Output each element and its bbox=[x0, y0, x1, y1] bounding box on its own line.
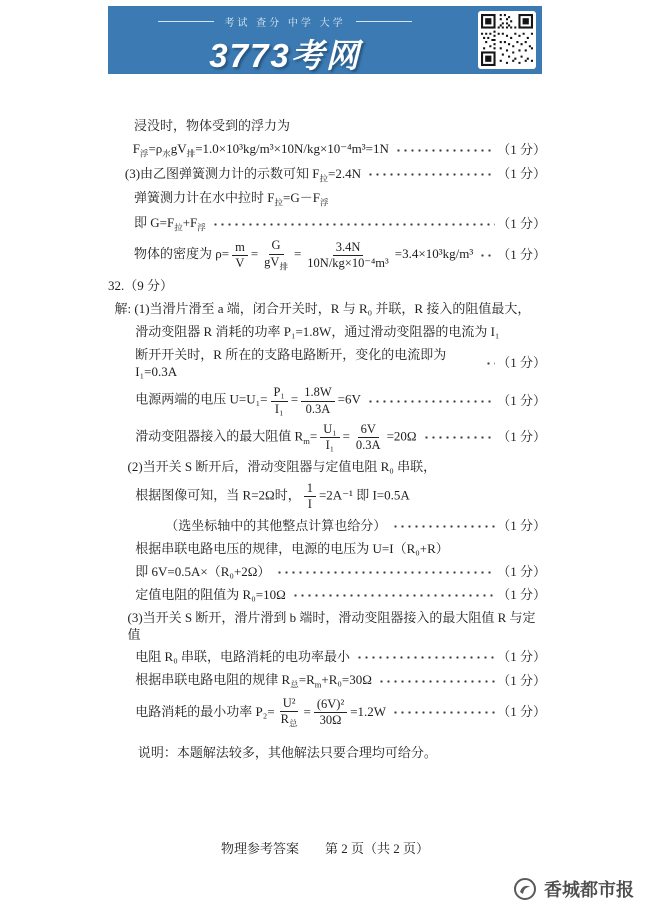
line-text bbox=[165, 518, 386, 535]
text-run: 物体的密度为 ρ= bbox=[134, 246, 230, 262]
text-run: = bbox=[293, 246, 302, 262]
line-text bbox=[135, 587, 285, 604]
text-run: 滑动变阻器接入的最大阻值 R bbox=[135, 428, 304, 444]
line-text bbox=[135, 564, 270, 581]
subscript: 排 bbox=[186, 148, 196, 159]
document-line bbox=[108, 518, 546, 535]
subscript: 排 bbox=[279, 261, 288, 272]
text-run: U₁ bbox=[323, 421, 337, 436]
text-run: 根据图像可知，当 R=2Ω时， bbox=[135, 487, 301, 503]
fraction-numerator bbox=[301, 386, 334, 401]
dot-leader bbox=[378, 678, 495, 685]
document-line bbox=[108, 541, 546, 558]
text-run: 根据串联电路电阻的规律 R bbox=[135, 672, 291, 688]
dot-leader bbox=[392, 709, 495, 716]
dot-leader bbox=[356, 654, 495, 661]
subscript: 浮 bbox=[139, 148, 149, 159]
subscript: 总 bbox=[289, 718, 298, 729]
text-run: 30Ω bbox=[319, 713, 342, 728]
text-run: (3)由乙图弹簧测力计的示数可知 F bbox=[124, 165, 320, 181]
text-run: I₁ bbox=[274, 401, 284, 416]
text-run: +R₀=30Ω bbox=[321, 672, 372, 688]
text-run: V bbox=[235, 255, 245, 270]
fraction-denominator bbox=[317, 713, 345, 727]
score-mark: （1 分） bbox=[497, 141, 546, 157]
text-run: =20Ω bbox=[386, 428, 417, 444]
dot-leader bbox=[212, 221, 495, 228]
text-run: 1.8W bbox=[304, 385, 332, 400]
text-run: =6V bbox=[337, 392, 361, 408]
line-text bbox=[135, 697, 386, 729]
document-line bbox=[108, 482, 546, 511]
text-run: = bbox=[342, 428, 350, 444]
fraction-denominator bbox=[304, 256, 391, 270]
text-run: 32.（9 分） bbox=[108, 278, 174, 293]
fraction-numerator bbox=[320, 423, 339, 438]
subscript: m bbox=[314, 679, 322, 690]
dot-leader bbox=[276, 569, 495, 576]
fraction bbox=[353, 423, 384, 452]
text-run: 说明：本题解法较多，其他解法只要合理均可给分。 bbox=[137, 744, 437, 760]
line-text bbox=[135, 324, 499, 341]
line-text bbox=[135, 423, 416, 452]
site-logo: 3773考网 bbox=[209, 37, 361, 74]
fraction-denominator bbox=[353, 438, 384, 452]
newspaper-name: 香城都市报 bbox=[544, 880, 634, 900]
text-run: (3)当开关 S 断开，滑片滑到 b 端时，滑动变阻器接入的最大阻值 R 与定值 bbox=[127, 609, 536, 642]
fraction bbox=[261, 239, 291, 271]
document-line bbox=[108, 672, 546, 691]
fraction-numerator bbox=[304, 482, 316, 497]
dot-leader bbox=[367, 171, 495, 178]
text-run: 根据串联电路电压的规律，电源的电压为 U=I（R₀+R） bbox=[135, 540, 449, 556]
dot-leader bbox=[423, 434, 496, 441]
document-line bbox=[108, 610, 546, 644]
line-text bbox=[134, 190, 328, 209]
text-run: = bbox=[290, 392, 299, 408]
score-mark: （1 分） bbox=[497, 392, 546, 408]
document-line bbox=[108, 239, 546, 271]
dot-leader bbox=[292, 592, 495, 599]
document-line bbox=[108, 215, 546, 234]
fraction-numerator bbox=[333, 241, 364, 256]
line-text bbox=[135, 386, 361, 415]
document-line bbox=[108, 347, 546, 381]
fraction-denominator bbox=[305, 497, 315, 511]
document-line bbox=[108, 118, 546, 135]
subscript: 总 bbox=[290, 679, 299, 690]
line-text bbox=[115, 301, 531, 318]
subscript: 水 bbox=[162, 148, 171, 159]
text-run: 断开开关时，R 所在的支路电路断开，变化的电流即为 I₁=0.3A bbox=[135, 346, 450, 379]
text-run: m bbox=[235, 239, 245, 254]
text-run: =2.4N bbox=[328, 165, 362, 181]
text-run: 1 bbox=[306, 480, 313, 495]
fraction-numerator bbox=[232, 241, 248, 256]
document-body bbox=[108, 118, 546, 767]
score-mark: （1 分） bbox=[497, 586, 546, 602]
score-mark: （1 分） bbox=[497, 649, 546, 665]
dot-leader bbox=[392, 523, 495, 530]
fraction-numerator bbox=[280, 697, 299, 712]
line-text bbox=[134, 118, 290, 135]
text-run: 即 6V=0.5A×（R₀+2Ω） bbox=[135, 563, 271, 579]
line-text bbox=[134, 215, 206, 234]
text-run: 弹簧测力计在水中拉时 F bbox=[134, 190, 275, 206]
fraction bbox=[314, 698, 347, 727]
fraction-denominator bbox=[323, 438, 338, 452]
text-run: (2)当开关 S 断开后，滑动变阻器与定值电阻 R₀ 串联， bbox=[127, 458, 437, 474]
banner-inner bbox=[108, 6, 462, 74]
document-line bbox=[108, 745, 546, 762]
line-text bbox=[135, 649, 350, 666]
text-run: 0.3A bbox=[305, 401, 331, 416]
tagline bbox=[108, 6, 462, 29]
newspaper-brand bbox=[513, 876, 634, 902]
page-footer: 物理参考答案 第 2 页（共 2 页） bbox=[220, 841, 429, 856]
text-run: gV bbox=[170, 140, 187, 156]
line-text bbox=[133, 141, 389, 160]
text-run: （选坐标轴中的其他整点计算也给分） bbox=[165, 518, 387, 534]
fraction bbox=[304, 241, 391, 270]
tagline-rule-right bbox=[356, 21, 412, 22]
dot-leader bbox=[395, 147, 495, 154]
fraction-numerator bbox=[358, 423, 379, 438]
qr-code bbox=[478, 11, 536, 69]
score-mark: （1 分） bbox=[497, 215, 546, 231]
subscript: 浮 bbox=[319, 197, 329, 208]
document-line bbox=[108, 386, 546, 415]
subscript: 拉 bbox=[174, 222, 183, 233]
tagline-text: 考试 查分 中学 大学 bbox=[224, 18, 346, 29]
document-line bbox=[108, 190, 546, 209]
banner bbox=[108, 6, 542, 74]
document-line bbox=[108, 564, 546, 581]
text-run: gV bbox=[264, 254, 280, 269]
subscript: 浮 bbox=[197, 222, 206, 233]
document-line bbox=[108, 324, 546, 341]
text-run: = bbox=[309, 428, 318, 444]
line-text bbox=[135, 541, 449, 558]
text-run: 10N/kg×10⁻⁴m³ bbox=[307, 255, 389, 270]
fraction bbox=[320, 423, 339, 452]
document-line bbox=[108, 423, 546, 452]
line-text bbox=[108, 278, 173, 295]
text-run: 滑动变阻器 R 消耗的功率 P₁=1.8W，通过滑动变阻器的电流为 I₁ bbox=[135, 323, 500, 339]
document-line bbox=[108, 141, 546, 160]
document-line bbox=[108, 278, 546, 295]
text-run: +F bbox=[182, 214, 198, 230]
score-mark: （1 分） bbox=[497, 563, 546, 579]
dot-leader bbox=[479, 252, 495, 259]
text-run: R bbox=[280, 712, 289, 727]
text-run: =3.4×10³kg/m³ bbox=[394, 246, 474, 262]
score-mark: （1 分） bbox=[497, 355, 546, 371]
line-text bbox=[134, 239, 473, 271]
score-mark: （1 分） bbox=[497, 704, 546, 720]
document-line bbox=[108, 166, 546, 185]
text-run: 浸没时，物体受到的浮力为 bbox=[134, 118, 291, 133]
line-text bbox=[125, 166, 361, 185]
score-mark: （1 分） bbox=[497, 673, 546, 689]
text-run: =2A⁻¹ 即 I=0.5A bbox=[318, 487, 410, 503]
tagline-rule-left bbox=[158, 21, 214, 22]
text-run: 3.4N bbox=[335, 239, 361, 254]
score-mark: （1 分） bbox=[497, 166, 546, 182]
dot-leader bbox=[367, 398, 495, 405]
dot-leader bbox=[485, 360, 495, 367]
score-mark: （1 分） bbox=[497, 246, 546, 262]
fraction bbox=[271, 386, 288, 415]
text-run: U² bbox=[282, 695, 296, 710]
text-run: =1.0×10³kg/m³×10N/kg×10⁻⁴m³=1N bbox=[195, 140, 389, 156]
text-run: F bbox=[132, 140, 140, 156]
text-run: 电源两端的电压 U=U₁= bbox=[135, 392, 268, 408]
document-line bbox=[108, 587, 546, 604]
document-line bbox=[108, 649, 546, 666]
text-run: (6V)² bbox=[316, 697, 345, 712]
document-line bbox=[108, 459, 546, 476]
text-run: = bbox=[303, 703, 311, 719]
line-text bbox=[128, 459, 437, 476]
text-run: =G－F bbox=[283, 190, 320, 206]
newspaper-logo-icon bbox=[513, 877, 537, 901]
text-run: =1.2W bbox=[350, 703, 387, 719]
text-run: =R bbox=[298, 672, 315, 688]
text-run: 0.3A bbox=[355, 437, 381, 452]
fraction bbox=[278, 697, 301, 729]
line-text bbox=[138, 745, 437, 762]
text-run: I₁ bbox=[325, 437, 335, 452]
fraction-denominator bbox=[278, 712, 301, 728]
text-run: 定值电阻的阻值为 R₀=10Ω bbox=[135, 586, 286, 602]
document-line bbox=[108, 301, 546, 318]
text-run: 6V bbox=[360, 421, 376, 436]
fraction-denominator bbox=[261, 255, 291, 271]
fraction-numerator bbox=[271, 386, 288, 401]
fraction-denominator bbox=[232, 256, 247, 270]
text-run: I bbox=[307, 496, 312, 511]
score-mark: （1 分） bbox=[497, 428, 546, 444]
fraction-numerator bbox=[314, 698, 347, 713]
line-text bbox=[135, 672, 372, 691]
text-run: =ρ bbox=[148, 140, 163, 156]
qr-pattern-icon bbox=[481, 14, 533, 66]
line-text bbox=[135, 482, 409, 511]
score-mark: （1 分） bbox=[497, 518, 546, 534]
text-run: G bbox=[271, 238, 281, 253]
subscript: 拉 bbox=[319, 173, 329, 184]
document-line bbox=[108, 697, 546, 729]
fraction bbox=[304, 482, 316, 511]
fraction-denominator bbox=[272, 402, 287, 416]
text-run: = bbox=[250, 246, 259, 262]
line-text bbox=[128, 610, 547, 644]
fraction bbox=[232, 241, 248, 270]
subscript: 拉 bbox=[274, 197, 283, 208]
text-run: 电阻 R₀ 串联，电路消耗的电功率最小 bbox=[135, 649, 351, 665]
subscript: m bbox=[303, 435, 310, 446]
fraction bbox=[301, 386, 334, 415]
text-run: P₁ bbox=[273, 385, 285, 400]
text-run: 即 G=F bbox=[134, 214, 175, 230]
text-run: 解: (1)当滑片滑至 a 端，闭合开关时，R 与 R₀ 并联，R 接入的阻值最大， bbox=[114, 300, 531, 316]
fraction-denominator bbox=[303, 402, 334, 416]
line-text bbox=[135, 347, 479, 381]
text-run: 电路消耗的最小功率 P₂= bbox=[135, 703, 275, 719]
fraction-numerator bbox=[269, 239, 284, 254]
